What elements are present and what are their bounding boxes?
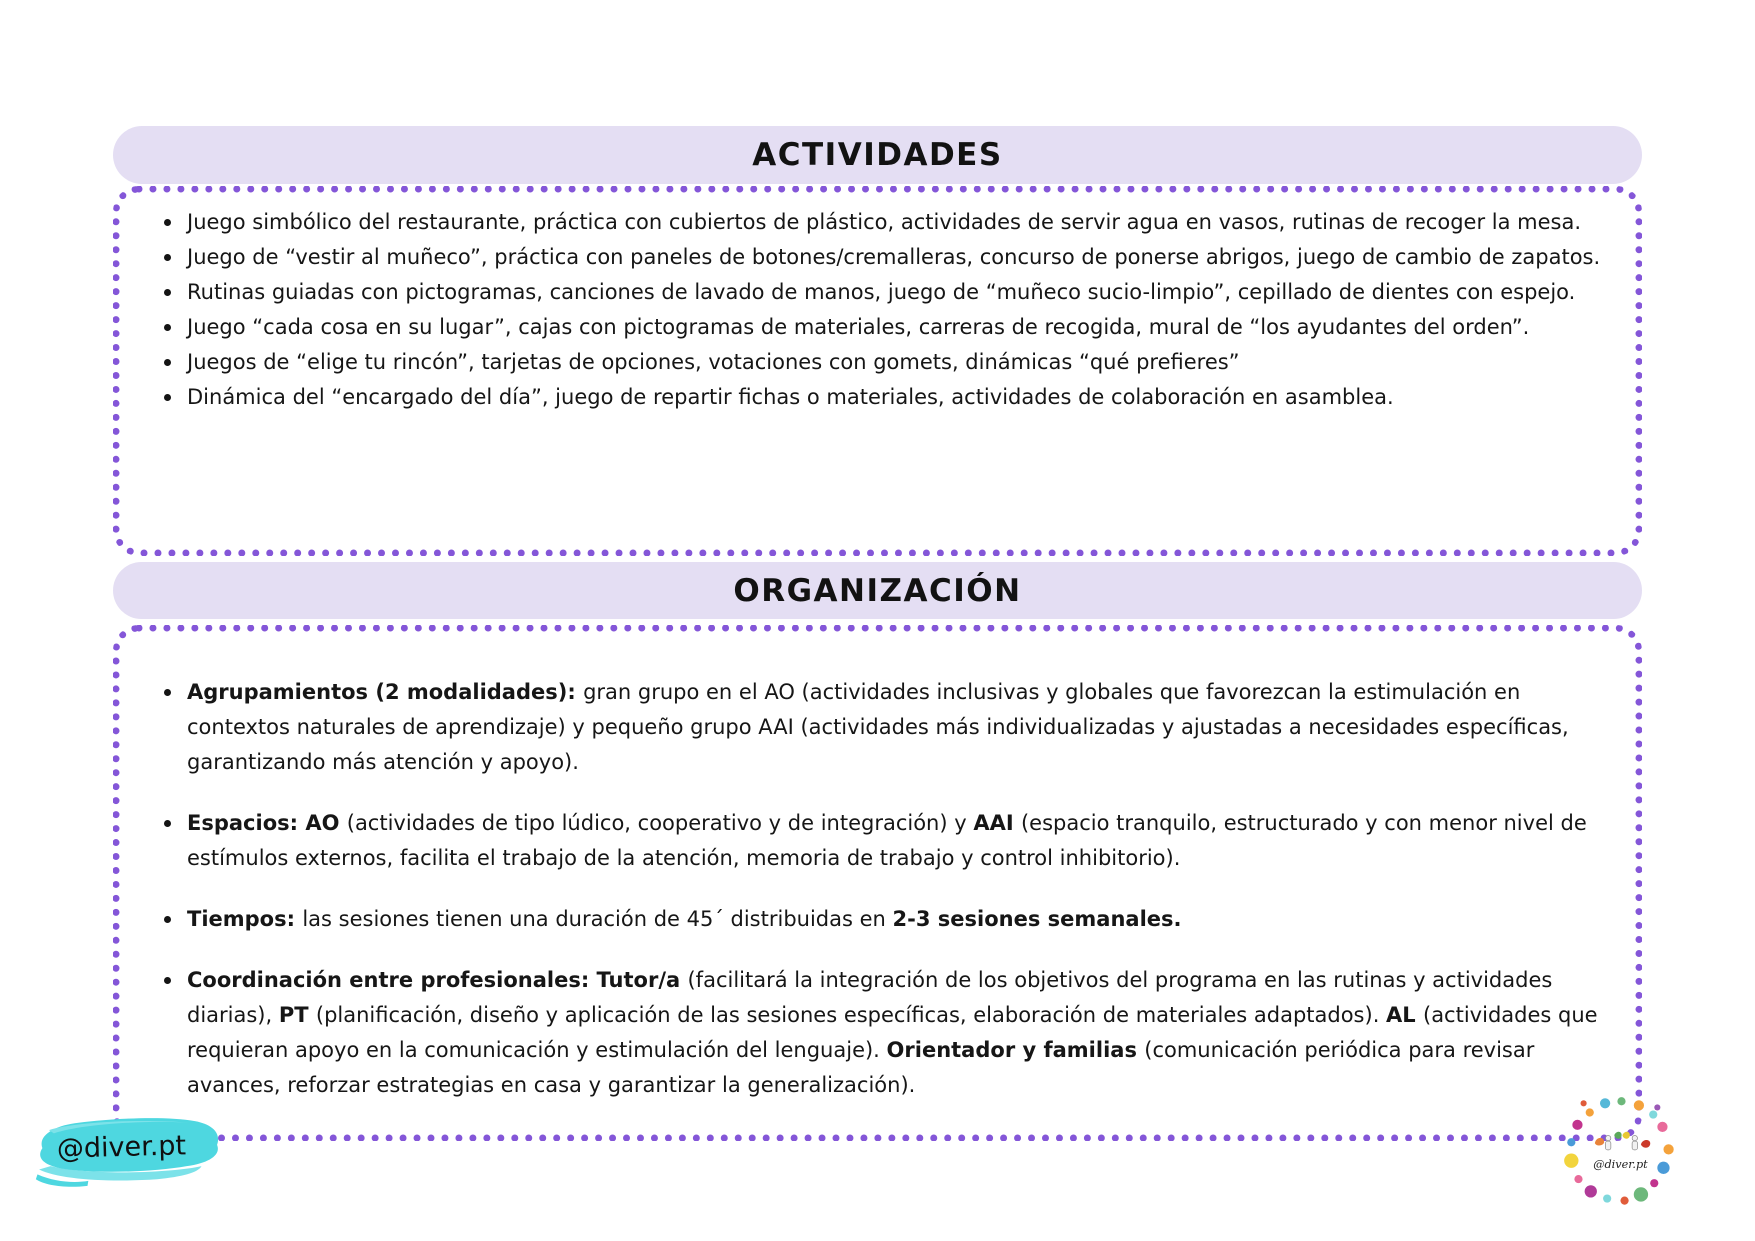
bullet-icon <box>164 689 171 696</box>
diver-handle-badge <box>26 1108 231 1194</box>
actividades-title: ACTIVIDADES <box>752 137 1003 173</box>
bullet-icon <box>164 820 171 827</box>
bullet-icon <box>164 359 171 366</box>
diver-logo <box>1558 1090 1686 1218</box>
bullet-icon <box>164 254 171 261</box>
bullet-icon <box>164 977 171 984</box>
bullet-text: Juego simbólico del restaurante, práctica con cubiertos de plástico, actividades de servir agua en vasos, rutinas de recoger la mesa. <box>187 210 1581 234</box>
bullet-text: Juego “cada cosa en su lugar”, cajas con pictogramas de materiales, carreras de recogida, mural de “los ayudantes del orden”. <box>187 315 1530 339</box>
logo-dots <box>1564 1097 1674 1205</box>
list-item <box>164 310 1601 345</box>
bullet-text: Espacios: AO (actividades de tipo lúdico, cooperativo y de integración) y AAI (espacio tranquilo, estructurado y con menor nivel de estímulos externos, facilita el trabajo de la atención, memoria de trabajo y control inhibitorio). <box>187 811 1587 870</box>
actividades-box <box>113 186 1642 556</box>
organizacion-title: ORGANIZACIÓN <box>733 572 1022 609</box>
organizacion-box <box>113 625 1642 1141</box>
bullet-icon <box>164 394 171 401</box>
bullet-text: Tiempos: las sesiones tienen una duración de 45´ distribuidas en 2-3 sesiones semanales. <box>187 907 1182 931</box>
bullet-text: Juego de “vestir al muñeco”, práctica con paneles de botones/cremalleras, concurso de ponerse abrigos, juego de cambio de zapatos. <box>187 245 1601 269</box>
organizacion-banner <box>113 562 1642 619</box>
handle-text: @diver.pt <box>56 1130 187 1165</box>
bullet-text: Dinámica del “encargado del día”, juego de repartir fichas o materiales, actividades de colaboración en asamblea. <box>187 385 1394 409</box>
bullet-text: Agrupamientos (2 modalidades): gran grupo en el AO (actividades inclusivas y globales que favorezcan la estimulación en contextos naturales de aprendizaje) y pequeño grupo AAI (actividades más individualizadas y ajustadas a necesidades específicas, garantizando más atención y apoyo). <box>187 680 1569 774</box>
list-item <box>164 675 1609 780</box>
list-item <box>164 806 1609 876</box>
bullet-icon <box>164 219 171 226</box>
bullet-icon <box>164 916 171 923</box>
list-item <box>164 345 1601 380</box>
list-item <box>164 380 1601 415</box>
list-item <box>164 963 1609 1103</box>
bullet-text: Juegos de “elige tu rincón”, tarjetas de opciones, votaciones con gomets, dinámicas “qué prefieres” <box>187 350 1240 374</box>
logo-figures <box>1595 1132 1650 1150</box>
bullet-text: Coordinación entre profesionales: Tutor/a (facilitará la integración de los objetivos del programa en las rutinas y actividades diarias), PT (planificación, diseño y aplicación de las sesiones específicas, elaboración de materiales adaptados). AL (actividades que requieran apoyo en la comunicación y estimulación del lenguaje). Orientador y familias (comunicación periódica para revisar avances, reforzar estrategias en casa y garantizar la generalización). <box>187 968 1598 1097</box>
logo-text: @diver.pt <box>1593 1157 1648 1171</box>
list-item <box>164 275 1601 310</box>
bullet-icon <box>164 324 171 331</box>
bullet-text: Rutinas guiadas con pictogramas, canciones de lavado de manos, juego de “muñeco sucio-limpio”, cepillado de dientes con espejo. <box>187 280 1576 304</box>
actividades-banner <box>113 126 1642 184</box>
list-item <box>164 902 1609 937</box>
list-item <box>164 240 1601 275</box>
organizacion-list <box>120 632 1635 1103</box>
list-item <box>164 205 1601 240</box>
actividades-list <box>120 193 1635 415</box>
bullet-icon <box>164 289 171 296</box>
